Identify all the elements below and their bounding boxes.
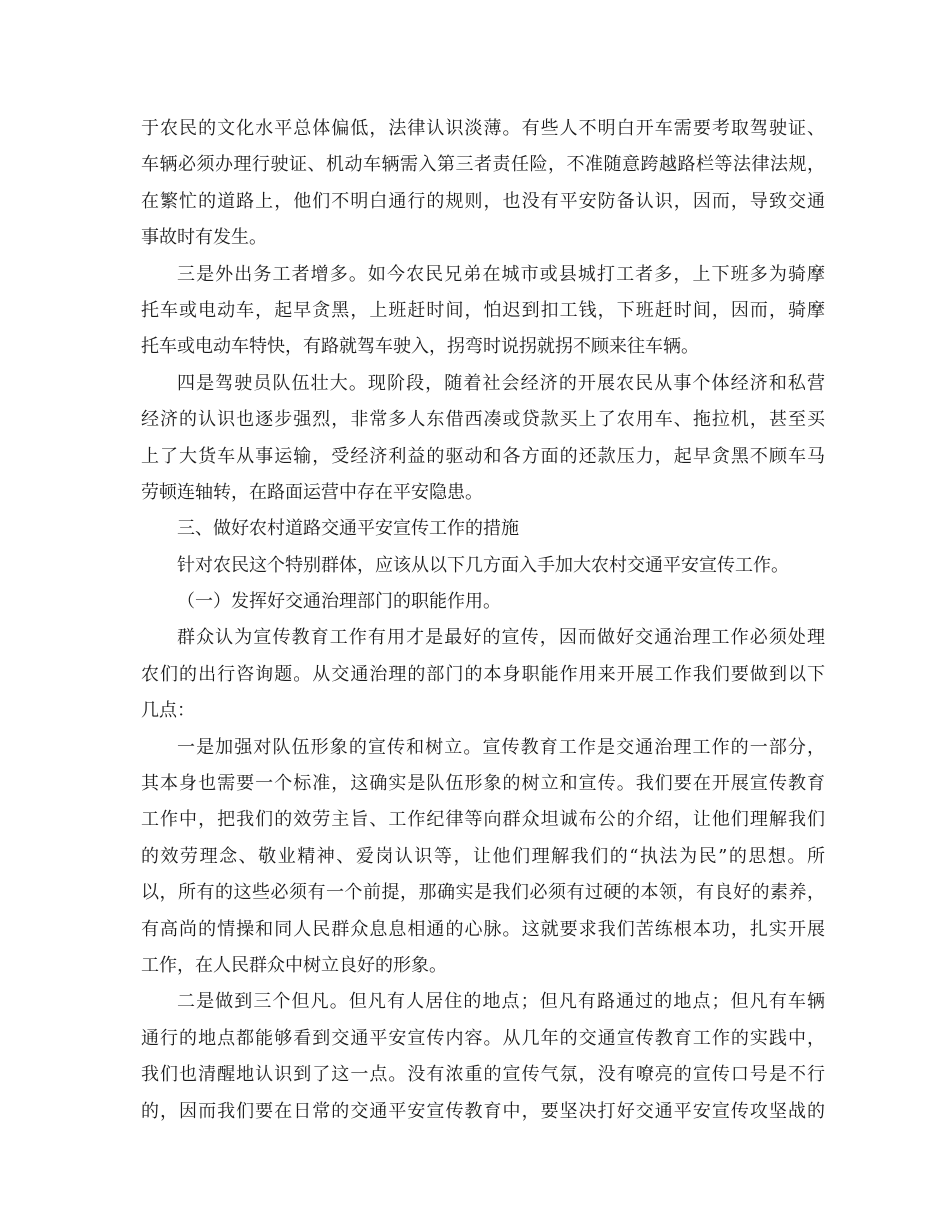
text-line: 劳顿连轴转，在路面运营中存在平安隐患。 <box>141 481 483 503</box>
paragraph-start-line: 群众认为宣传教育工作有用才是最好的宣传，因而做好交通治理工作必须处理 <box>177 627 825 649</box>
text-line: 在繁忙的道路上，他们不明白通行的规则，也没有平安防备认识，因而，导致交通 <box>141 190 825 212</box>
subsection-heading: （一）发挥好交通治理部门的职能作用。 <box>177 591 501 613</box>
text-line: 车辆必须办理行驶证、机动车辆需入第三者责任险，不准随意跨越路栏等法律法规， <box>141 154 825 176</box>
text-line: 有高尚的情操和同人民群众息息相通的心脉。这就要求我们苦练根本功，扎实开展 <box>141 918 825 940</box>
text-line: 通行的地点都能够看到交通平安宣传内容。从几年的交通宣传教育工作的实践中， <box>141 1027 825 1049</box>
text-line: 工作，在人民群众中树立良好的形象。 <box>141 954 447 976</box>
text-line: 托车或电动车，起早贪黑，上班赶时间，怕迟到扣工钱，下班赶时间，因而，骑摩 <box>141 299 825 321</box>
text-line: 的，因而我们要在日常的交通平安宣传教育中，要坚决打好交通平安宣传攻坚战的 <box>141 1100 825 1122</box>
text-line: 我们也清醒地认识到了这一点。没有浓重的宣传气氛，没有嘹亮的宣传口号是不行 <box>141 1064 825 1086</box>
section-heading: 三、做好农村道路交通平安宣传工作的措施 <box>177 518 519 540</box>
text-line: 上了大货车从事运输，受经济利益的驱动和各方面的还款压力，起早贪黑不顾车马 <box>141 445 825 467</box>
paragraph-start-line: 三是外出务工者增多。如今农民兄弟在城市或县城打工者多，上下班多为骑摩 <box>177 263 825 285</box>
text-line: 事故时有发生。 <box>141 227 267 249</box>
text-line: 几点： <box>141 700 195 722</box>
paragraph-start-line: 一是加强对队伍形象的宣传和树立。宣传教育工作是交通治理工作的一部分， <box>177 736 825 758</box>
paragraph-start-line: 二是做到三个但凡。但凡有人居住的地点；但凡有路通过的地点；但凡有车辆 <box>177 991 825 1013</box>
paragraph-start-line: 针对农民这个特别群体，应该从以下几方面入手加大农村交通平安宣传工作。 <box>177 554 789 576</box>
text-line: 的效劳理念、敬业精神、爱岗认识等，让他们理解我们的“执法为民”的思想。所 <box>141 845 825 867</box>
text-line: 托车或电动车特快，有路就驾车驶入，拐弯时说拐就拐不顾来往车辆。 <box>141 336 699 358</box>
text-line: 经济的认识也逐步强烈，非常多人东借西凑或贷款买上了农用车、拖拉机，甚至买 <box>141 409 825 431</box>
text-line: 于农民的文化水平总体偏低，法律认识淡薄。有些人不明白开车需要考取驾驶证、 <box>141 118 825 139</box>
text-line: 以，所有的这些必须有一个前提，那确实是我们必须有过硬的本领，有良好的素养， <box>141 882 825 904</box>
text-line: 农们的出行咨询题。从交通治理的部门的本身职能作用来开展工作我们要做到以下 <box>141 663 825 685</box>
document-body <box>141 111 825 1130</box>
paragraph-start-line: 四是驾驶员队伍壮大。现阶段，随着社会经济的开展农民从事个体经济和私营 <box>177 372 825 394</box>
text-line: 其本身也需要一个标准，这确实是队伍形象的树立和宣传。我们要在开展宣传教育 <box>141 773 825 795</box>
text-line: 工作中，把我们的效劳主旨、工作纪律等向群众坦诚布公的介绍，让他们理解我们 <box>141 809 825 831</box>
